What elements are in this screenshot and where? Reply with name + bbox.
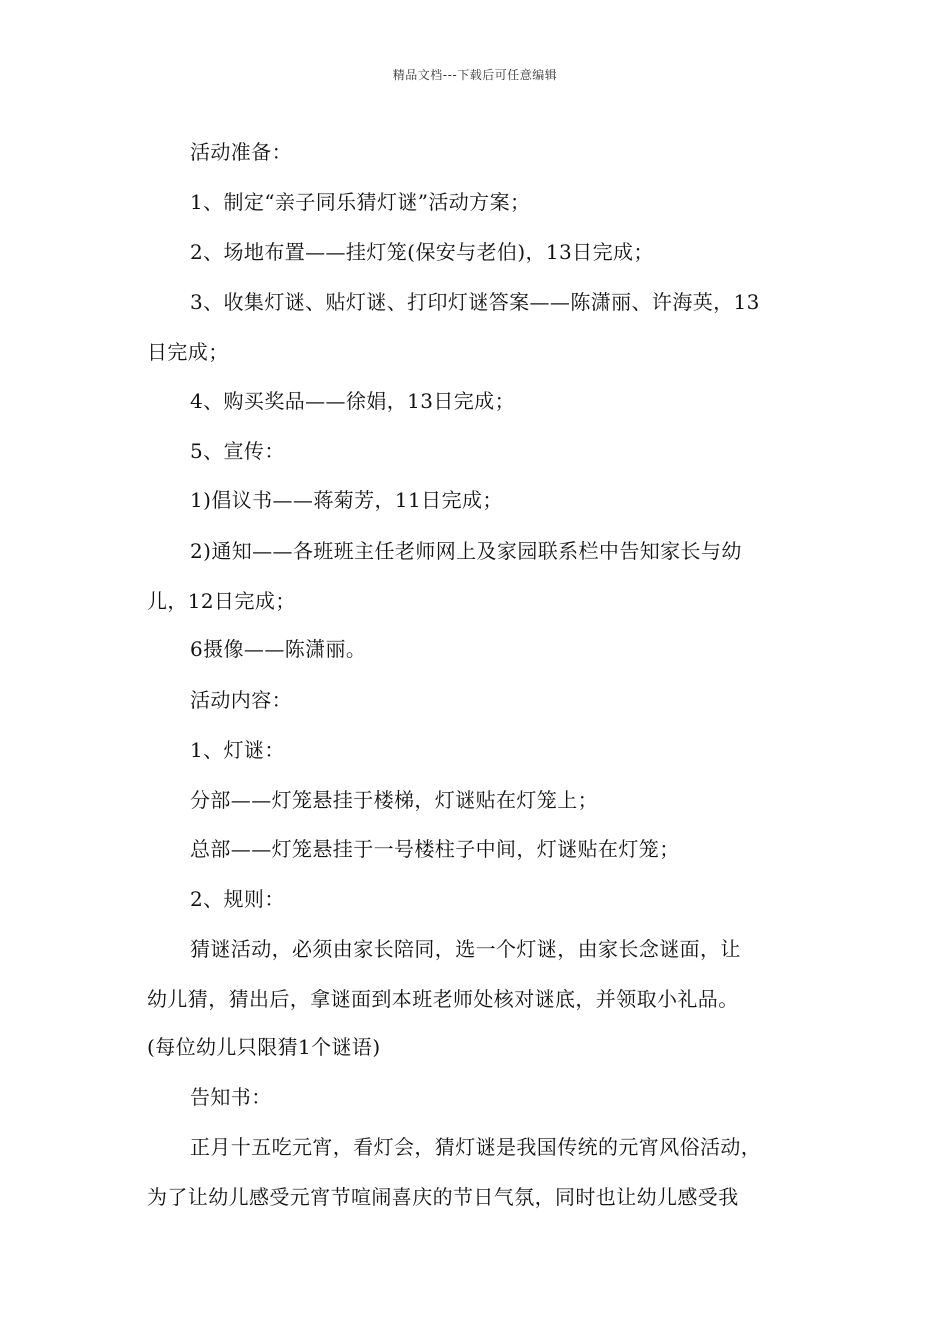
body-line: 6摄像——陈潇丽。 [190, 637, 367, 661]
body-line: 活动准备： [190, 140, 292, 164]
body-line: 1、制定“亲子同乐猜灯谜”活动方案； [190, 190, 531, 214]
body-line: 总部——灯笼悬挂于一号楼柱子中间，灯谜贴在灯笼； [190, 837, 680, 861]
body-line: 2、场地布置——挂灯笼(保安与老伯)，13日完成； [190, 240, 654, 264]
body-line: 分部——灯笼悬挂于楼梯，灯谜贴在灯笼上； [190, 788, 598, 812]
body-line: 1)倡议书——蒋菊芳，11日完成； [190, 488, 503, 512]
body-line: (每位幼儿只限猜1个谜语) [147, 1035, 381, 1059]
body-line: 2)通知——各班班主任老师网上及家园联系栏中告知家长与幼 [190, 539, 742, 563]
body-line: 3、收集灯谜、贴灯谜、打印灯谜答案——陈潇丽、许海英，13 [190, 290, 760, 314]
body-line: 为了让幼儿感受元宵节喧闹喜庆的节日气氛，同时也让幼儿感受我 [147, 1185, 739, 1209]
body-line: 幼儿猜，猜出后，拿谜面到本班老师处核对谜底，并领取小礼品。 [147, 987, 739, 1011]
body-line: 告知书： [190, 1085, 272, 1109]
body-line: 4、购买奖品——徐娟，13日完成； [190, 389, 515, 413]
body-line: 1、灯谜： [190, 738, 285, 762]
body-line: 活动内容： [190, 688, 292, 712]
body-line: 2、规则： [190, 887, 285, 911]
body-line: 猜谜活动，必须由家长陪同，选一个灯谜，由家长念谜面，让 [190, 937, 741, 961]
body-line: 儿，12日完成； [147, 589, 296, 613]
body-line: 正月十五吃元宵，看灯会，猜灯谜是我国传统的元宵风俗活动， [190, 1135, 762, 1159]
body-line: 5、宣传： [190, 439, 285, 463]
body-line: 日完成； [147, 340, 229, 364]
page-header: 精品文档---下载后可任意编辑 [392, 68, 558, 82]
